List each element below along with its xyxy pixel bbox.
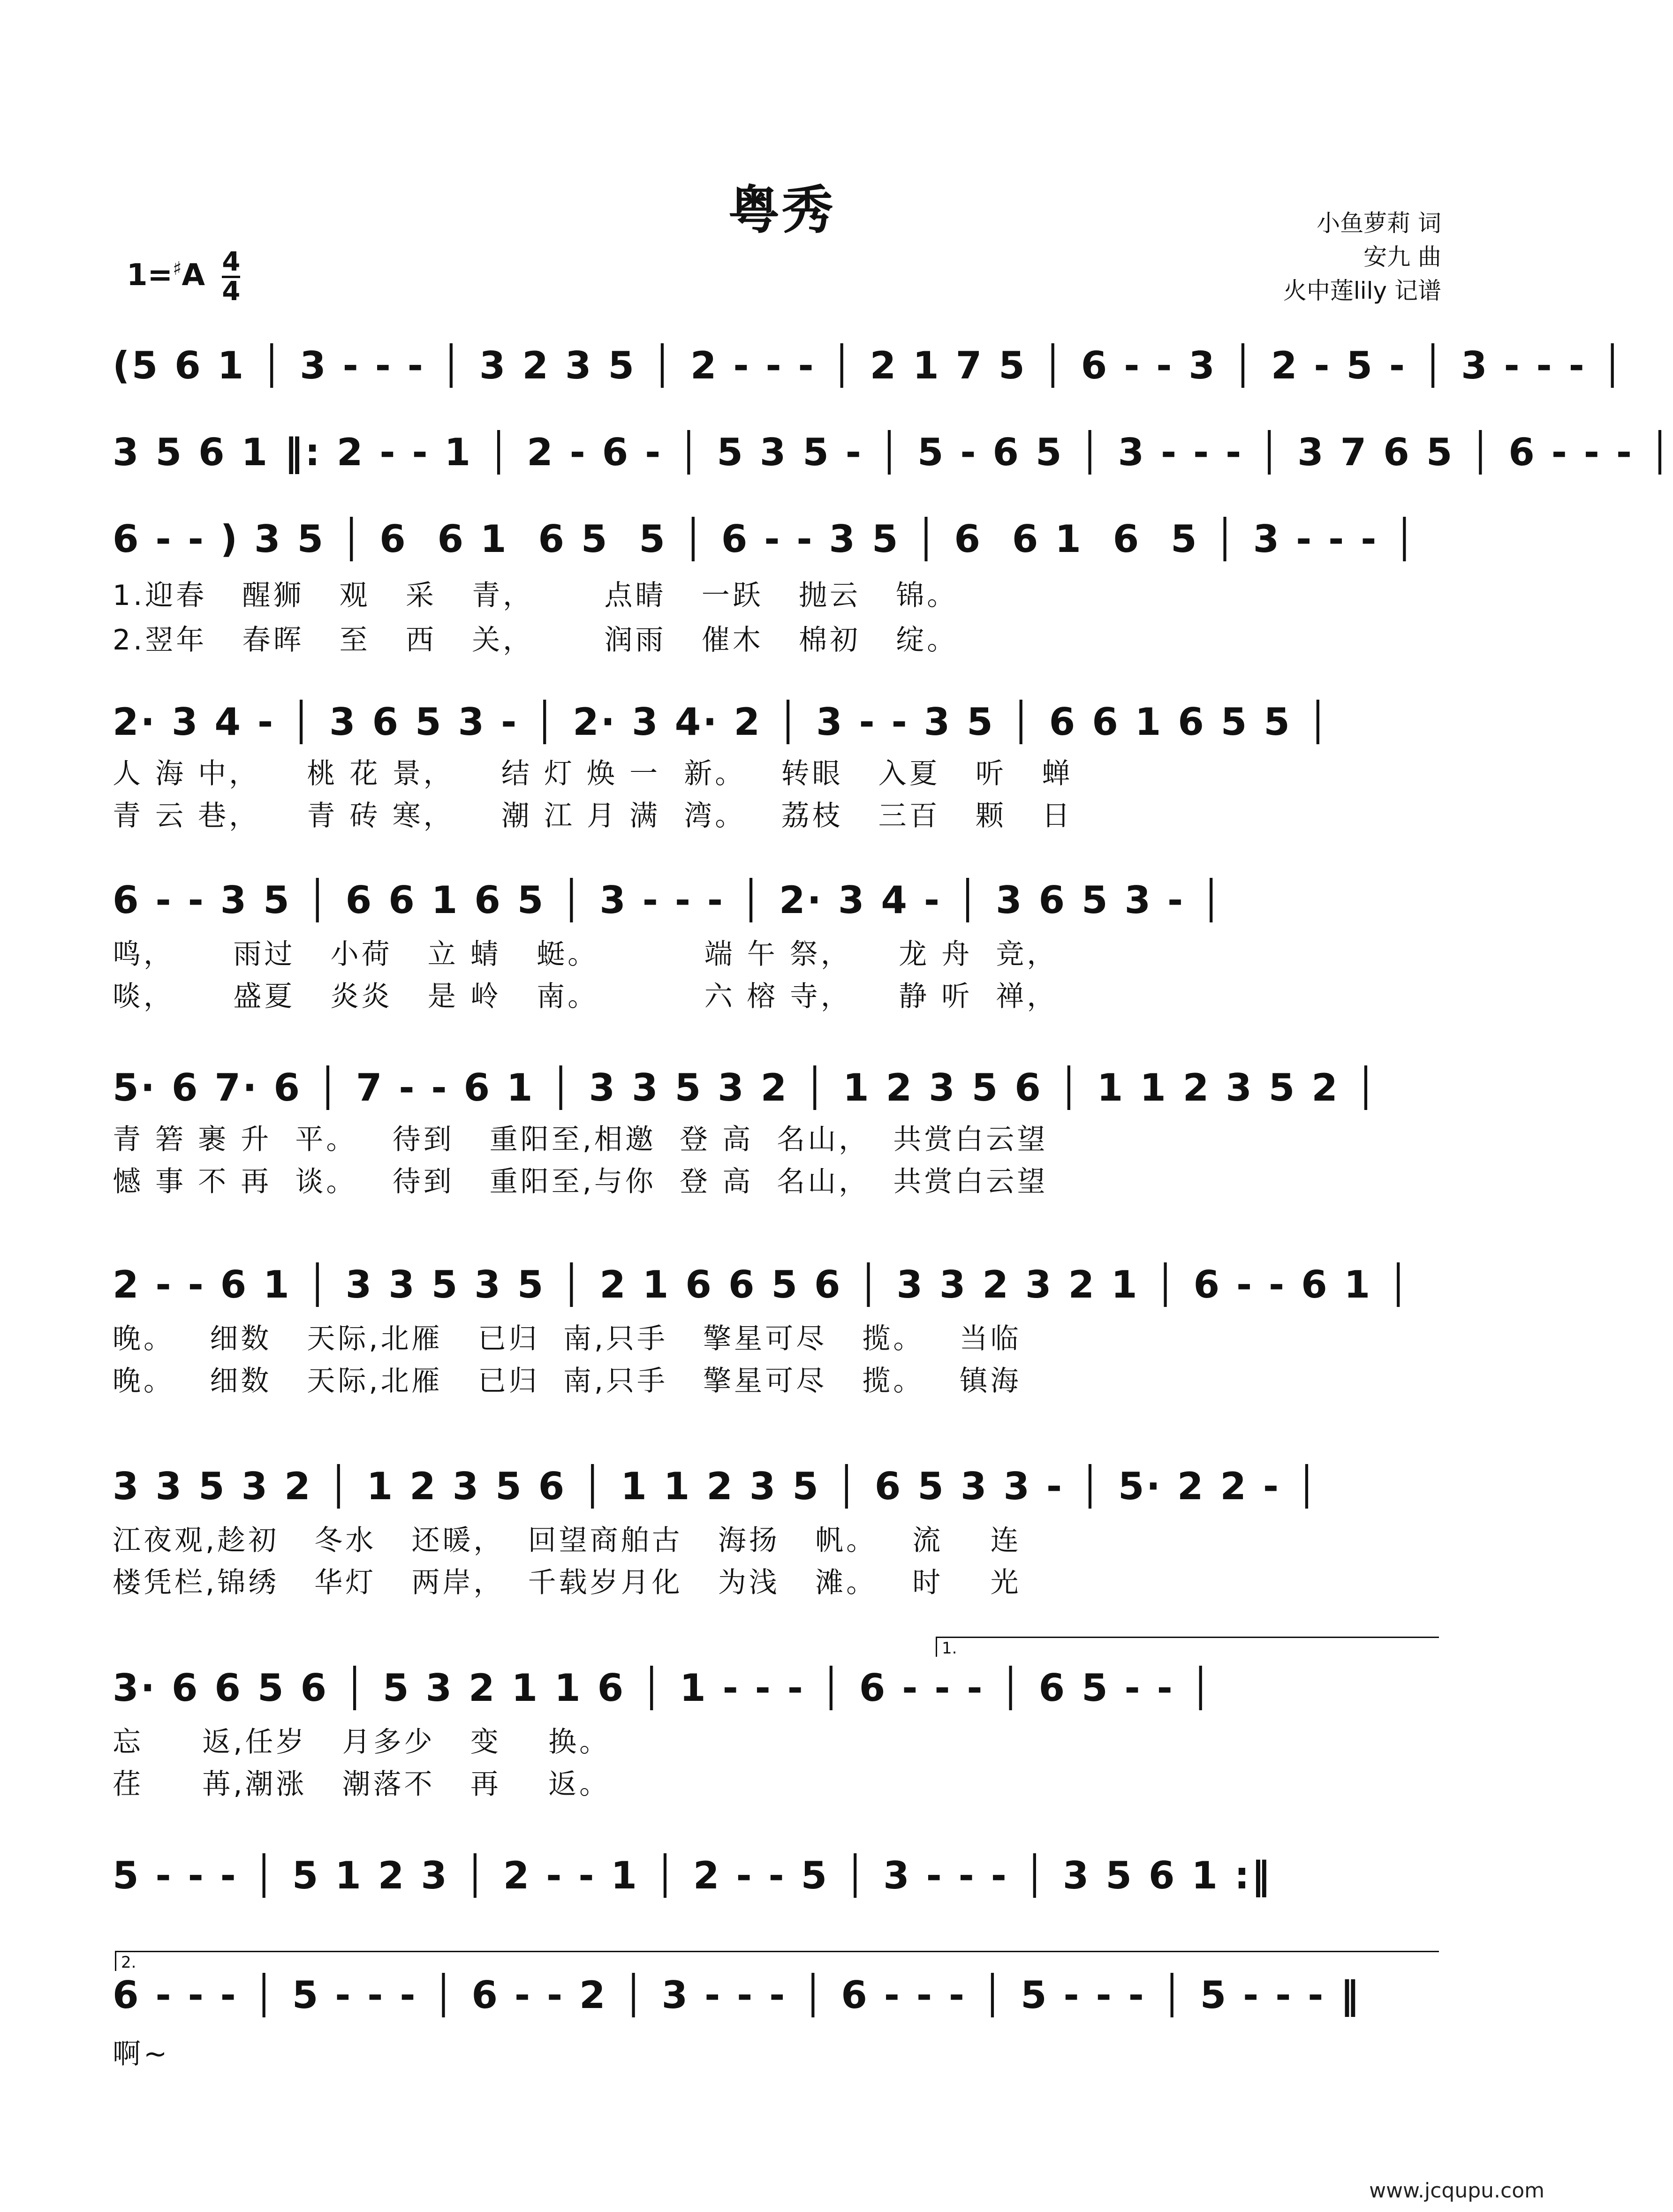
lyric-line-2: 晚。 细数 天际,北雁 已归 南,只手 擎星可尽 揽。 镇海 (113, 1365, 1022, 1397)
lyricist-credit: 小鱼萝莉 词 (1317, 210, 1441, 237)
notes-line: 6 - - ) 3 5 │ 6 6 1 6 5 5 │ 6 - - 3 5 │ 6 6 1 6 5 │ 3 - - - │ (113, 517, 1418, 561)
lyric-line-2: 荏 苒,潮涨 潮落不 再 返。 (113, 1768, 611, 1801)
lyric-line-1: 鸣， 雨过 小荷 立 蜻 蜓。 端 午 祭， 龙 舟 竞， (113, 938, 1058, 971)
volta-1: 1. (936, 1637, 1439, 1657)
notes-line: 2· 3 4 - │ 3 6 5 3 - │ 2· 3 4· 2 │ 3 - - 3 5 │ 6 6 1 6 5 5 │ (113, 700, 1331, 744)
notes-line: 5· 6 7· 6 │ 7 - - 6 1 │ 3 3 5 3 2 │ 1 2 3 5 6 │ 1 1 2 3 5 2 │ (113, 1066, 1379, 1110)
notes-line: 3 5 6 1 ‖: 2 - - 1 │ 2 - 6 - │ 5 3 5 - │ 5 - 6 5 │ 3 - - - │ 3 7 6 5 │ 6 - - - │ (113, 430, 1673, 474)
lyric-line-2: 憾 事 不 再 谈。 待到 重阳至,与你 登 高 名山， 共赏白云望 (113, 1165, 1048, 1198)
notes-line: 2 - - 6 1 │ 3 3 5 3 5 │ 2 1 6 6 5 6 │ 3 3 2 3 2 1 │ 6 - - 6 1 │ (113, 1263, 1412, 1306)
lyric-line-1: 啊~ (113, 2038, 170, 2070)
notes-line: (5 6 1 │ 3 - - - │ 3 2 3 5 │ 2 - - - │ 2 1 7 5 │ 6 - - 3 │ 2 - 5 - │ 3 - - - │ (113, 344, 1626, 387)
notes-line: 6 - - - │ 5 - - - │ 6 - - 2 │ 3 - - - │ 6 - - - │ 5 - - - │ 5 - - - ‖ (113, 1973, 1361, 2017)
key-letter: A (182, 258, 205, 293)
key-prefix: 1= (127, 258, 173, 293)
lyric-line-2: 青 云 巷， 青 砖 寒， 潮 江 月 满 湾。 荔枝 三百 颗 日 (113, 800, 1073, 832)
time-signature (222, 249, 240, 305)
page-title: 粤秀 (728, 180, 835, 240)
time-bottom: 4 (222, 276, 241, 307)
key-signature (127, 249, 240, 305)
volta-2: 2. (115, 1951, 1439, 1971)
transcriber-credit: 火中莲lily 记谱 (1283, 277, 1441, 304)
notes-line: 6 - - 3 5 │ 6 6 1 6 5 │ 3 - - - │ 2· 3 4 - │ 3 6 5 3 - │ (113, 878, 1225, 922)
lyric-line-1: 江夜观,趁初 冬水 还暖， 回望商舶古 海扬 帆。 流 连 (113, 1524, 1022, 1557)
composer-credit: 安九 曲 (1363, 243, 1441, 271)
time-top: 4 (222, 247, 241, 277)
notes-line: 5 - - - │ 5 1 2 3 │ 2 - - 1 │ 2 - - 5 │ 3 - - - │ 3 5 6 1 :‖ (113, 1854, 1272, 1897)
lyric-line-2: 2.翌年 春晖 至 西 关， 润雨 催木 棉初 绽。 (113, 624, 958, 657)
lyric-line-2: 啖， 盛夏 炎炎 是 岭 南。 六 榕 寺， 静 听 禅， (113, 980, 1058, 1013)
lyric-line-1: 忘 返,任岁 月多少 变 换。 (113, 1726, 611, 1759)
lyric-line-1: 1.迎春 醒狮 观 采 青， 点睛 一跃 抛云 锦。 (113, 579, 958, 612)
lyric-line-1: 晚。 细数 天际,北雁 已归 南,只手 擎星可尽 揽。 当临 (113, 1322, 1022, 1355)
notes-line: 3· 6 6 5 6 │ 5 3 2 1 1 6 │ 1 - - - │ 6 - - - │ 6 5 - - │ (113, 1666, 1214, 1710)
site-watermark: www.jcqupu.com (1369, 2179, 1544, 2203)
lyric-line-1: 人 海 中， 桃 花 景， 结 灯 焕 一 新。 转眼 入夏 听 蝉 (113, 757, 1073, 790)
credits (1283, 206, 1441, 308)
notes-line: 3 3 5 3 2 │ 1 2 3 5 6 │ 1 1 2 3 5 │ 6 5 3 3 - │ 5· 2 2 - │ (113, 1465, 1320, 1508)
sharp-sign: ♯ (173, 257, 182, 279)
lyric-line-2: 楼凭栏,锦绣 华灯 两岸， 千载岁月化 为浅 滩。 时 光 (113, 1566, 1022, 1599)
lyric-line-1: 青 箬 裹 升 平。 待到 重阳至,相邀 登 高 名山， 共赏白云望 (113, 1123, 1048, 1156)
